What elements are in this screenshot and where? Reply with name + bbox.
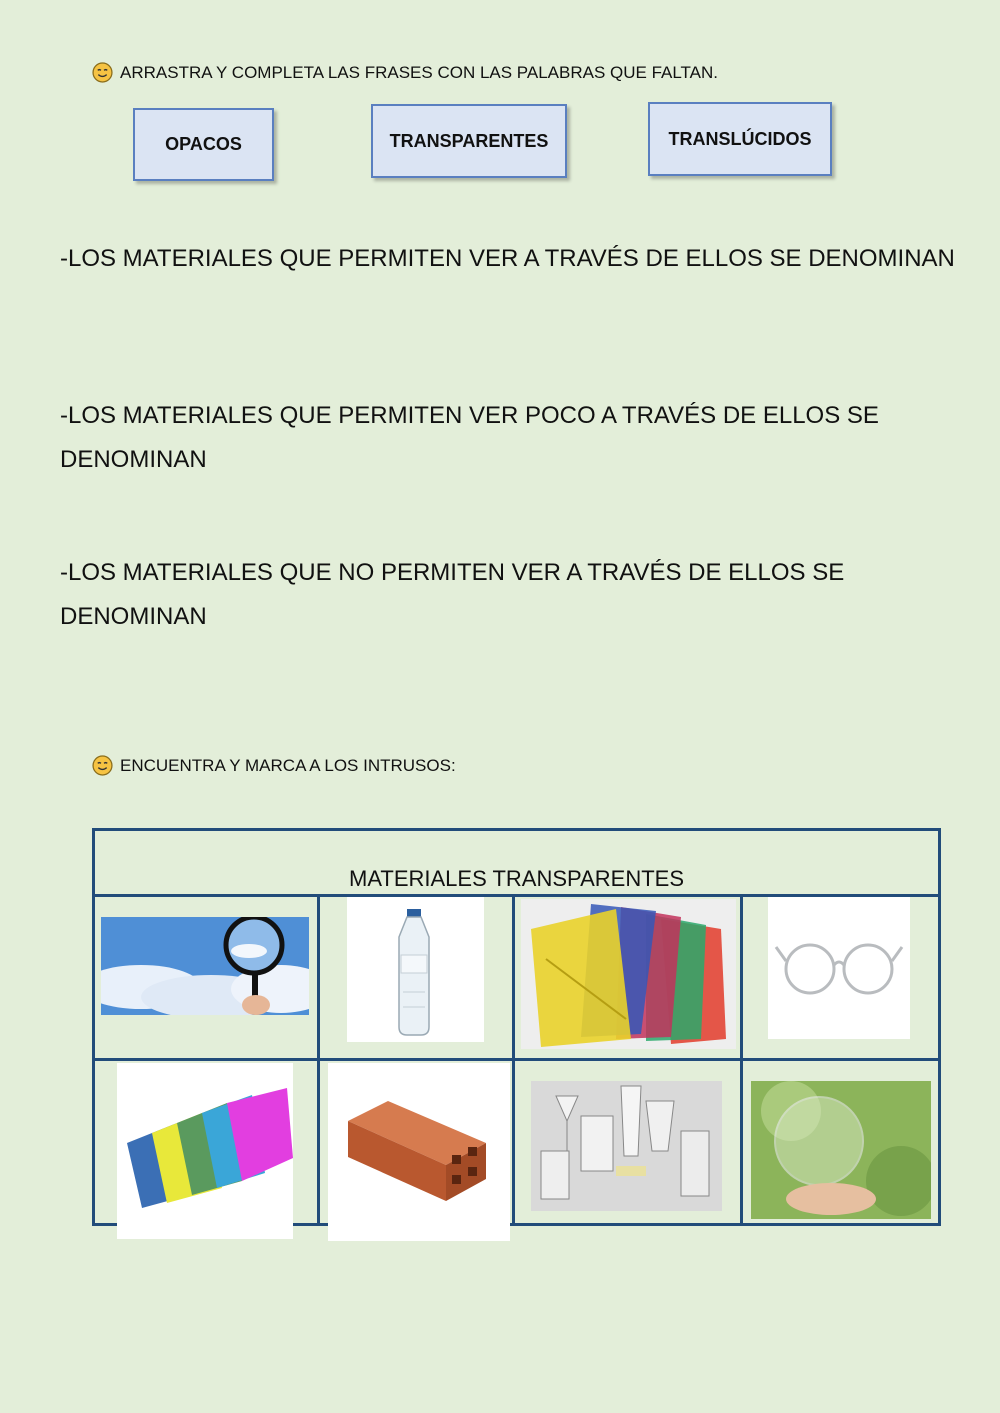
eyeglasses-image[interactable] [768,897,910,1039]
instruction-find [92,755,456,776]
table-header: MATERIALES TRANSPARENTES [94,830,940,896]
sentence-1: -LOS MATERIALES QUE PERMITEN VER A TRAVÉS DE ELLOS SE DENOMINAN [60,245,955,272]
glassware-image[interactable] [531,1081,722,1211]
bottle-image[interactable] [347,897,484,1042]
material-cell-glassware[interactable] [514,1060,742,1225]
instruction-drag-text: ARRASTRA Y COMPLETA LAS FRASES CON LAS PALABRAS QUE FALTAN. [120,62,719,82]
word-chip-transparentes[interactable]: TRANSPARENTES [371,104,567,178]
material-cell-brick[interactable] [319,1060,514,1225]
brick-image[interactable] [328,1063,510,1241]
smiley-icon [92,755,113,776]
material-cell-magnifier[interactable] [94,895,319,1060]
sentence-2: -LOS MATERIALES QUE PERMITEN VER POCO A TRAVÉS DE ELLOS SE DENOMINAN [60,402,879,473]
colored-sheets-image[interactable] [117,1063,293,1239]
materials-table [92,828,941,1226]
magnifier-image[interactable] [101,917,309,1015]
instruction-find-text: ENCUENTRA Y MARCA A LOS INTRUSOS: [120,755,456,775]
soap-bubble-image[interactable] [751,1081,931,1219]
word-chip-opacos[interactable]: OPACOS [133,108,274,181]
word-chip-translucidos[interactable]: TRANSLÚCIDOS [648,102,832,176]
material-cell-bubble[interactable] [742,1060,940,1225]
material-cell-glasses[interactable] [742,895,940,1060]
material-cell-bottle[interactable] [319,895,514,1060]
material-cell-folders[interactable] [514,895,742,1060]
smiley-icon [92,62,113,83]
instruction-drag [92,62,718,83]
material-cell-sheets[interactable] [94,1060,319,1225]
sentence-3: -LOS MATERIALES QUE NO PERMITEN VER A TRAVÉS DE ELLOS SE DENOMINAN [60,559,845,630]
plastic-folders-image[interactable] [521,899,736,1049]
